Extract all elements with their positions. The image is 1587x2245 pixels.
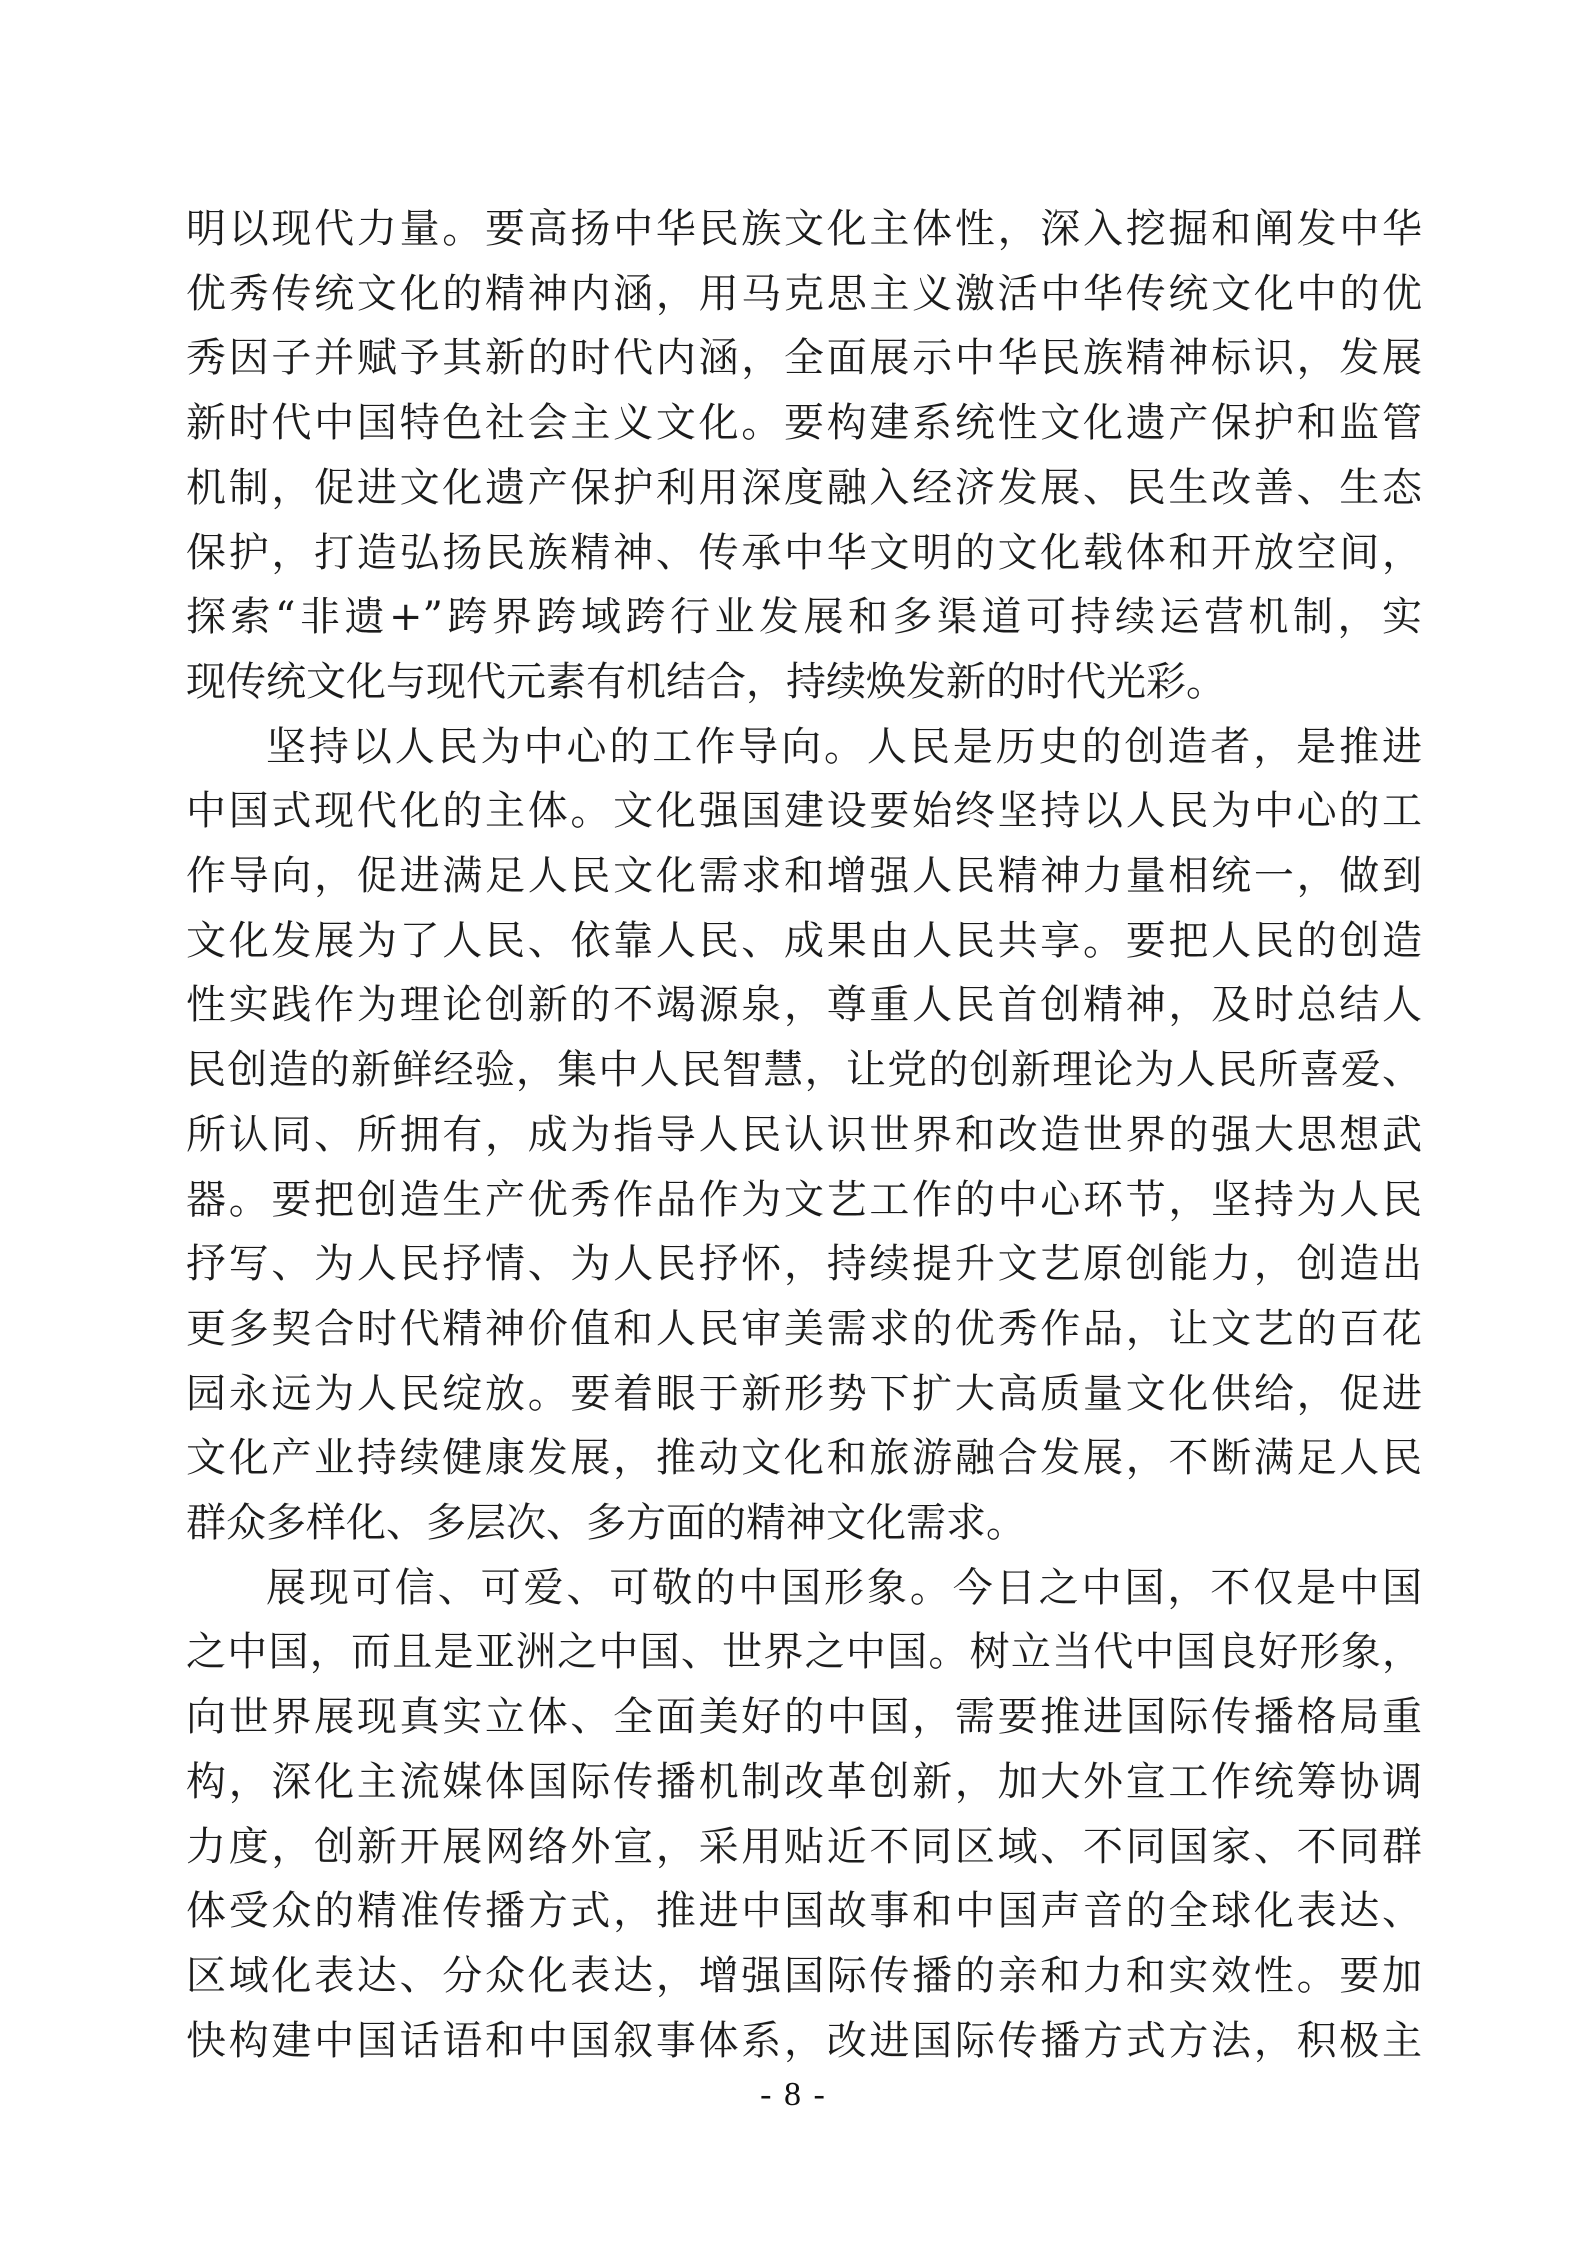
text-line: 机制，促进文化遗产保护利用深度融入经济发展、民生改善、生态 [186, 464, 1422, 511]
text-line: 坚持以人民为中心的工作导向。人民是历史的创造者，是推进 [266, 723, 1422, 770]
text-line: 区域化表达、分众化表达，增强国际传播的亲和力和实效性。要加 [186, 1952, 1422, 1999]
text-line: 中国式现代化的主体。文化强国建设要始终坚持以人民为中心的工 [186, 788, 1422, 835]
text-line: 园永远为人民绽放。要着眼于新形势下扩大高质量文化供给，促进 [186, 1370, 1422, 1417]
text-line: 新时代中国特色社会主义文化。要构建系统性文化遗产保护和监管 [186, 400, 1422, 447]
text-line: 保护，打造弘扬民族精神、传承中华文明的文化载体和开放空间， [186, 529, 1422, 576]
text-line: 力度，创新开展网络外宣，采用贴近不同区域、不同国家、不同群 [186, 1823, 1422, 1870]
paragraph-3 [186, 1556, 1422, 2074]
text-line: 抒写、为人民抒情、为人民抒怀，持续提升文艺原创能力，创造出 [186, 1241, 1422, 1288]
text-line: 更多契合时代精神价值和人民审美需求的优秀作品，让文艺的百花 [186, 1305, 1422, 1352]
text-line: 性实践作为理论创新的不竭源泉，尊重人民首创精神，及时总结人 [186, 982, 1422, 1029]
text-line: 构，深化主流媒体国际传播机制改革创新，加大外宣工作统筹协调 [186, 1758, 1422, 1805]
text-line: 优秀传统文化的精神内涵，用马克思主义激活中华传统文化中的优 [186, 270, 1422, 317]
paragraph-2 [186, 715, 1422, 1556]
text-line: 快构建中国话语和中国叙事体系，改进国际传播方式方法，积极主 [186, 2017, 1422, 2064]
page-number: - 8 - [760, 2076, 827, 2113]
text-line: 所认同、所拥有，成为指导人民认识世界和改造世界的强大思想武 [186, 1111, 1422, 1158]
document-body [186, 197, 1422, 2073]
text-line: 民创造的新鲜经验，集中人民智慧，让党的创新理论为人民所喜爱、 [186, 1047, 1422, 1094]
text-line: 秀因子并赋予其新的时代内涵，全面展示中华民族精神标识，发展 [186, 335, 1422, 382]
text-line: 现传统文化与现代元素有机结合，持续焕发新的时代光彩。 [186, 658, 1226, 705]
text-line: 作导向，促进满足人民文化需求和增强人民精神力量相统一，做到 [186, 853, 1422, 900]
text-line: 向世界展现真实立体、全面美好的中国，需要推进国际传播格局重 [186, 1694, 1422, 1741]
text-line: 文化发展为了人民、依靠人民、成果由人民共享。要把人民的创造 [186, 917, 1422, 964]
text-line: 之中国，而且是亚洲之中国、世界之中国。树立当代中国良好形象， [186, 1629, 1422, 1676]
text-line: 探索“非遗+”跨界跨域跨行业发展和多渠道可持续运营机制，实 [186, 594, 1422, 641]
text-line: 体受众的精准传播方式，推进中国故事和中国声音的全球化表达、 [186, 1888, 1422, 1935]
text-line: 明以现代力量。要高扬中华民族文化主体性，深入挖掘和阐发中华 [186, 206, 1422, 252]
text-line: 文化产业持续健康发展，推动文化和旅游融合发展，不断满足人民 [186, 1435, 1422, 1482]
text-line: 群众多样化、多层次、多方面的精神文化需求。 [186, 1500, 1026, 1547]
paragraph-1 [186, 197, 1422, 715]
text-line: 器。要把创造生产优秀作品作为文艺工作的中心环节，坚持为人民 [186, 1176, 1422, 1223]
text-line: 展现可信、可爱、可敬的中国形象。今日之中国，不仅是中国 [266, 1564, 1422, 1611]
